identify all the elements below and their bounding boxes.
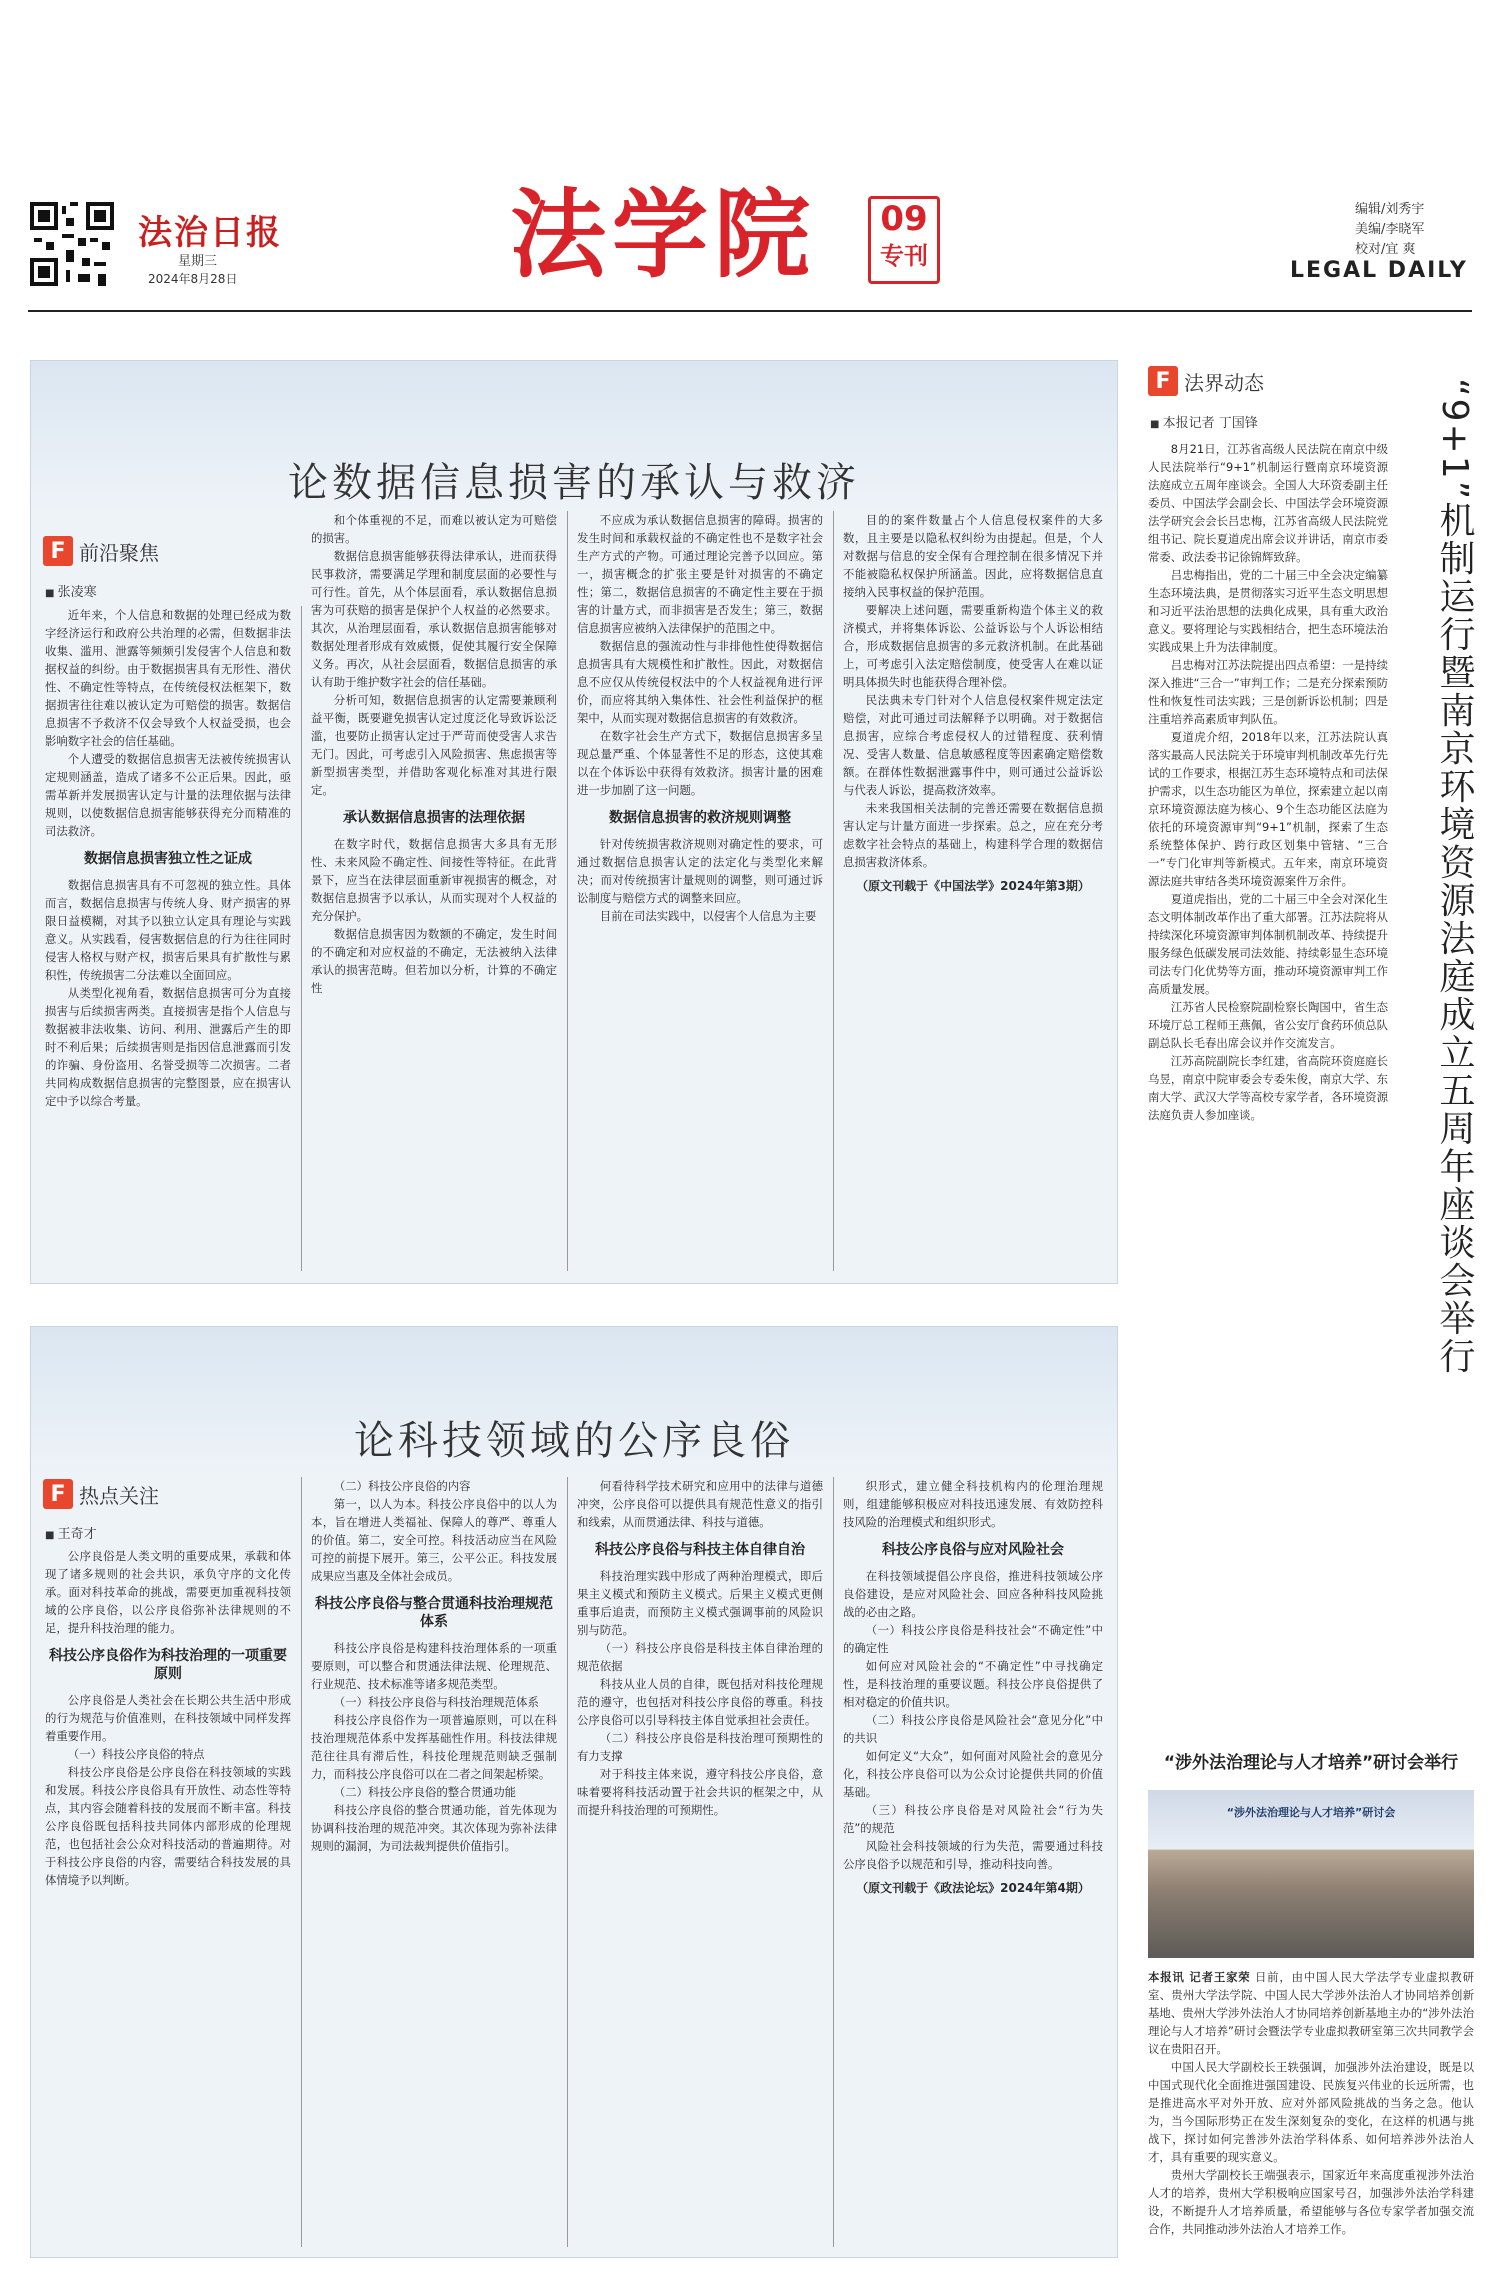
paragraph: 何看待科学技术研究和应用中的法律与道德冲突，公序良俗可以提供具有规范性意义的指引和线索，从而贯通法律、科技与道德。	[577, 1479, 823, 1529]
paragraph: （三）科技公序良俗是对风险社会“行为失范”的规范	[843, 1803, 1103, 1835]
issue-number: 09	[880, 199, 928, 239]
paragraph: 个人遭受的数据信息损害无法被传统损害认定规则涵盖，造成了诸多不公正后果。因此，亟需革新并发展损害认定与计量的法理依据与法律规则，以使数据信息损害能够获得充分而精准的司法救济。	[45, 752, 291, 838]
paragraph: 科技从业人员的自律，既包括对科技伦理规范的遵守，也包括对科技公序良俗的尊重。科技公序良俗可以引导科技主体自觉承担社会责任。	[577, 1677, 823, 1727]
article1-column-3	[577, 511, 823, 1276]
article1-byline: ■ 张凌寒	[45, 581, 97, 600]
paragraph: （二）科技公序良俗的整合贯通功能	[333, 1785, 517, 1799]
paragraph: 江苏高院副院长李红建，省高院环资庭庭长乌昱，南京中院审委会专委朱俊，南京大学、东南大学、武汉大学等高校专家学者，各环境资源法庭负责人参加座谈。	[1148, 1054, 1388, 1122]
paragraph: （二）科技公序良俗是风险社会“意见分化”中的共识	[843, 1713, 1103, 1745]
paragraph: 不应成为承认数据信息损害的障碍。损害的发生时间和承载权益的不确定性也不是数字社会生产方式的产物。可通过理论完善予以回应。第一，损害概念的扩张主要是针对损害的不确定性；第二，数据信息损害的不确定性主要在于损害的计量方式，而非损害是否发生；第三，数据信息损害应被纳入法律保护的范围之中。	[577, 513, 823, 635]
paragraph: 数据信息的强流动性与非排他性使得数据信息损害具有大规模性和扩散性。因此，对数据信息不应仅从传统侵权法中的个人权益视角进行评价，而应将其纳入集体性、社会性利益保护的框架中，从而实现对数据信息损害的有效救济。	[577, 639, 823, 725]
section-logo-icon: F	[43, 536, 73, 566]
paragraph: （一）科技公序良俗是科技主体自律治理的规范依据	[577, 1641, 823, 1673]
editor-credits	[1355, 200, 1424, 260]
article2-panel	[30, 1326, 1118, 2258]
column-divider	[833, 1477, 834, 2247]
paragraph: 数据信息损害因为数额的不确定，发生时间的不确定和对应权益的不确定，无法被纳入法律承认的损害范畴。但若加以分析，计算的不确定性	[311, 927, 557, 995]
paragraph: 未来我国相关法制的完善还需要在数据信息损害认定与计量方面进一步探索。总之，应在充分考虑数字社会特点的基础上，构建科学合理的数据信息损害救济体系。	[843, 801, 1103, 869]
paragraph: 科技治理实践中形成了两种治理模式，即后果主义模式和预防主义模式。后果主义模式更侧重事后追责，而预防主义模式强调事前的风险识别与防范。	[577, 1569, 823, 1637]
paragraph: 8月21日，江苏省高级人民法院在南京中级人民法院举行“9+1”机制运行暨南京环境资源法庭成立五周年座谈会。全国人大环资委副主任委员、中国法学会副会长、中国法学会环境资源法学研究会会长吕忠梅，江苏省高级人民法院党组书记、院长夏道虎出席会议并讲话，南京市委常委、政法委书记徐锦辉致辞。	[1148, 442, 1388, 564]
column-divider	[301, 1477, 302, 2247]
proofreader: 校对/宜 爽	[1355, 242, 1416, 257]
paragraph: 贵州大学副校长王端强表示，国家近年来高度重视涉外法治人才的培养，贵州大学积极响应国家号召，加强涉外法治学科建设，不断提升人才培养质量，希望能够与各位专家学者加强交流合作，共同推动涉外法治人才培养工作。	[1148, 2168, 1474, 2236]
paragraph: 如何应对风险社会的“不确定性”中寻找确定性，是科技治理的重要议题。科技公序良俗提供了相对稳定的价值共识。	[843, 1659, 1103, 1709]
right-byline: ■ 本报记者 丁国锋	[1150, 412, 1258, 431]
paragraph: 要解决上述问题，需要重新构造个体主义的救济模式，并将集体诉讼、公益诉讼与个人诉讼相结合，形成数据信息损害的多元救济机制。在此基础上，可考虑引入法定赔偿制度，使受害人在难以证明具体损失时也能获得合理补偿。	[843, 603, 1103, 689]
paragraph: 如何定义“大众”，如何面对风险社会的意见分化，科技公序良俗可以为公众讨论提供共同的价值基础。	[843, 1749, 1103, 1799]
paragraph: 科技公序良俗是构建科技治理体系的一项重要原则，可以整合和贯通法律法规、伦理规范、行业规范、技术标准等诸多规范类型。	[311, 1641, 557, 1691]
article2-column-4	[843, 1477, 1103, 2247]
article2-section-label: 热点关注	[79, 1483, 159, 1508]
paragraph: （二）科技公序良俗的内容	[333, 1479, 471, 1493]
english-name: LEGAL DAILY	[1290, 258, 1468, 283]
paragraph: （一）科技公序良俗与科技治理规范体系	[333, 1695, 539, 1709]
paper-weekday: 星期三	[178, 254, 218, 269]
paragraph: 在数字时代，数据信息损害大多具有无形性、未来风险不确定性、间接性等特征。在此背景下，应当在法律层面重新审视损害的概念，对数据信息损害予以承认，从而实现对个人权益的充分保护。	[311, 837, 557, 923]
paper-date: 2024年8月28日	[148, 272, 238, 286]
paragraph: 目的的案件数量占个人信息侵权案件的大多数，且主要是以隐私权纠纷为由提起。但是，个人对数据与信息的安全保有合理控制在很多情况下并不能被隐私权保护所涵盖。因此，应将数据信息直接纳入民事权益的保护范围。	[843, 513, 1103, 599]
article2-subheading-3: 科技公序良俗与科技主体自律自治	[595, 1542, 805, 1558]
article2-subheading-4: 科技公序良俗与应对风险社会	[882, 1542, 1064, 1558]
article2-title: 论科技领域的公序良俗	[354, 1418, 794, 1464]
issue-label: 专刊	[880, 242, 928, 270]
article2-column-2	[311, 1477, 557, 2247]
paragraph: 民法典未专门针对个人信息侵权案件规定法定赔偿，对此可通过司法解释予以明确。对于数据信息损害，应综合考虑侵权人的过错程度、获利情况、受害人数量、信息敏感程度等因素确定赔偿数额。在群体性数据泄露事件中，则可通过公益诉讼与代表人诉讼，提高救济效率。	[843, 693, 1103, 797]
column-divider	[301, 606, 302, 1271]
paragraph: 风险社会科技领域的行为失范，需要通过科技公序良俗予以规范和引导，推动科技向善。	[843, 1839, 1103, 1871]
article1-subheading-2: 承认数据信息损害的法理依据	[343, 810, 525, 826]
article1-column-4	[843, 511, 1103, 1276]
right-body	[1148, 440, 1388, 1720]
article1-title: 论数据信息损害的承认与救济	[288, 460, 860, 506]
art-editor: 美编/李晓军	[1355, 222, 1425, 237]
article2-subheading-1: 科技公序良俗作为科技治理的一项重要原则	[49, 1648, 287, 1682]
section-logo-icon: F	[43, 1479, 73, 1509]
paragraph: 本报讯 记者王家荣 日前，由中国人民大学法学专业虚拟教研室、贵州大学法学院、中国人民大学涉外法治人才协同培养创新基地、贵州大学涉外法治人才协同培养创新基地主办的“涉外法治理论与人才培养”研讨会暨法学专业虚拟教研室第三次共同教学会议在贵阳召开。	[1148, 1970, 1474, 2056]
paragraph: 和个体重视的不足，而难以被认定为可赔偿的损害。	[311, 513, 557, 545]
paragraph: 公序良俗是人类文明的重要成果，承载和体现了诸多规则的社会共识，承负守序的文化传承。面对科技革命的挑战，需要更加重视科技领域的公序良俗，以公序良俗弥补法律规则的不足，提升科技治理的能力。	[45, 1549, 291, 1635]
paragraph: 夏道虎介绍，2018年以来，江苏法院认真落实最高人民法院关于环境审判机制改革先行先试的工作要求，根据江苏生态环境特点和司法保护需求，以生态功能区为单位，探索建立起以南京环境资源法庭为核心、9个生态功能区法庭为依托的环境资源审判“9+1”机制，探索了生态系统整体保护、跨行政区划集中管辖、“三合一”专门化审判等新模式。五年来，南京环境资源法庭共审结各类环境资源案件万余件。	[1148, 730, 1388, 888]
section-logo-icon: F	[1148, 366, 1178, 396]
column-divider	[833, 511, 834, 1271]
paragraph: 织形式，建立健全科技机构内的伦理治理规则，组建能够积极应对科技迅速发展、有效防控科技风险的治理模式和组织形式。	[843, 1479, 1103, 1529]
masthead-rule	[28, 310, 1472, 312]
paragraph: 数据信息损害能够获得法律承认，进而获得民事救济，需要满足学理和制度层面的必要性与可行性。首先，从个体层面看，承认数据信息损害为可获赔的损害是保护个人权益的必然要求。其次，从治理层面看，承认数据信息损害能够对数据处理者形成有效威慑，促使其履行安全保障义务。再次，从社会层面看，数据信息损害的承认有助于维护数字社会的信任基础。	[311, 549, 557, 689]
paragraph: （一）科技公序良俗是科技社会“不确定性”中的确定性	[843, 1623, 1103, 1655]
article2-source: （原文刊载于《政法论坛》2024年第4期）	[856, 1881, 1090, 1895]
paragraph: 夏道虎指出，党的二十届三中全会对深化生态文明体制改革作出了重大部署。江苏法院将从持续深化环境资源审判体制机制改革、持续提升服务绿色低碳发展司法效能、持续彰显生态环境司法专门化优势等方面，推动环境资源审判工作高质量发展。	[1148, 892, 1388, 996]
paragraph: 在数字社会生产方式下，数据信息损害多呈现总量严重、个体显著性不足的形态，这使其难以在个体诉讼中获得有效救济。损害计量的困难进一步加剧了这一问题。	[577, 729, 823, 797]
editor: 编辑/刘秀宇	[1355, 202, 1425, 217]
article1-section	[43, 536, 159, 566]
article2-column-1	[45, 1547, 291, 2247]
paragraph: 江苏省人民检察院副检察长陶国中，省生态环境厅总工程师王燕佩，省公安厅食药环侦总队副总队长毛春出席会议并作交流发言。	[1148, 1000, 1388, 1050]
paper-name: 法治日报	[138, 213, 282, 253]
issue-badge	[868, 196, 940, 284]
section-title: 法学院	[510, 178, 816, 291]
article1-column-2	[311, 511, 557, 1276]
paragraph: 科技公序良俗作为一项普遍原则，可以在科技治理规范体系中发挥基础性作用。科技法律规范往往具有滞后性，科技伦理规范则缺乏强制力，而科技公序良俗可以在二者之间架起桥梁。	[311, 1713, 557, 1781]
paragraph: 对于科技主体来说，遵守科技公序良俗，意味着要将科技活动置于社会共识的框架之中，从而提升科技治理的可预期性。	[577, 1767, 823, 1817]
column-divider	[567, 511, 568, 1271]
right-section-label: 法界动态	[1184, 370, 1264, 395]
paragraph: 中国人民大学副校长王轶强调，加强涉外法治建设，既是以中国式现代化全面推进强国建设、民族复兴伟业的长远所需，也是推进高水平对外开放、应对外部风险挑战的当务之急。他认为，当今国际形势正在发生深刻复杂的变化，在这样的机遇与挑战下，探讨如何完善涉外法治学科体系、如何培养涉外法治人才，具有重要的现实意义。	[1148, 2060, 1474, 2164]
article1-source: （原文刊载于《中国法学》2024年第3期）	[856, 879, 1090, 893]
paragraph: 吕忠梅指出，党的二十届三中全会决定编纂生态环境法典，是贯彻落实习近平生态文明思想和习近平法治思想的法典化成果，具有重大政治意义。要将理论与实践相结合，把生态环境法治实践成果上升为法律制度。	[1148, 568, 1388, 654]
right-byline-2: 本报讯 记者王家荣	[1148, 1970, 1251, 1984]
right-headline-2: “涉外法治理论与人才培养”研讨会举行	[1163, 1753, 1459, 1773]
paragraph: 分析可知，数据信息损害的认定需要兼顾利益平衡，既要避免损害认定过度泛化导致诉讼泛滥，也要防止损害认定过于严苛而使受害人求告无门。因此，可考虑引入风险损害、焦虑损害等新型损害类型，并借助客观化标准对其进行限定。	[311, 693, 557, 797]
paragraph: 第一，以人为本。科技公序良俗中的以人为本，旨在增进人类福祉、保障人的尊严、尊重人的价值。第二，安全可控。科技活动应当在风险可控的前提下展开。第三，公平公正。科技发展成果应当惠及全体社会成员。	[311, 1497, 557, 1583]
article1-section-label: 前沿聚焦	[79, 540, 159, 565]
article1-subheading-1: 数据信息损害独立性之证成	[84, 851, 252, 867]
paragraph: 吕忠梅对江苏法院提出四点希望：一是持续深入推进“三合一”审判工作；二是充分探索预防性和恢复性司法实践；三是创新诉讼机制；四是注重培养高素质审判队伍。	[1148, 658, 1388, 726]
article1-column-1	[45, 606, 291, 1276]
article1-subheading-3: 数据信息损害的救济规则调整	[609, 810, 791, 826]
column-divider	[567, 1477, 568, 2247]
paragraph: 数据信息损害具有不可忽视的独立性。具体而言，数据信息损害与传统人身、财产损害的界限日益模糊，对其予以独立认定具有理论与实践意义。从实践看，侵害数据信息的行为往往同时侵害人格权与财产权，损害后果具有扩散性与累积性，传统损害二分法难以全面回应。	[45, 878, 291, 982]
paragraph: 近年来，个人信息和数据的处理已经成为数字经济运行和政府公共治理的必需，但数据非法收集、滥用、泄露等频频引发侵害个人信息和数据权益的纠纷。由于数据损害具有无形性、潜伏性、不确定性等特点，在传统侵权法框架下，数据损害往往难以被认定为可赔偿的损害。数据信息损害不予救济不仅会导致个人权益受损，也会影响数字社会的信任基础。	[45, 608, 291, 748]
article2-section	[43, 1479, 159, 1509]
article1-panel	[30, 360, 1118, 1284]
right-body-2	[1148, 1968, 1474, 2256]
article2-byline: ■ 王奇才	[45, 1523, 97, 1542]
paragraph: （一）科技公序良俗的特点	[67, 1747, 205, 1761]
event-photo	[1148, 1790, 1474, 1958]
paragraph: 针对传统损害救济规则对确定性的要求，可通过数据信息损害认定的法定化与类型化来解决；而对传统损害计量规则的调整，则可通过诉讼制度与赔偿方式的调整来回应。	[577, 837, 823, 905]
right-section	[1148, 366, 1264, 396]
paragraph: 科技公序良俗是公序良俗在科技领域的实践和发展。科技公序良俗具有开放性、动态性等特点，其内容会随着科技的发展而不断丰富。科技公序良俗既包括科技共同体内部形成的伦理规范，也包括社会公众对科技活动的普遍期待。对于科技公序良俗的内容，需要结合科技发展的具体情境予以判断。	[45, 1765, 291, 1887]
article2-column-3	[577, 1477, 823, 2247]
article2-subheading-2: 科技公序良俗与整合贯通科技治理规范体系	[315, 1596, 553, 1630]
paragraph: 在科技领域提倡公序良俗，推进科技领域公序良俗建设，是应对风险社会、回应各种科技风险挑战的必由之路。	[843, 1569, 1103, 1619]
paragraph: （二）科技公序良俗是科技治理可预期性的有力支撑	[577, 1731, 823, 1763]
paragraph: 从类型化视角看，数据信息损害可分为直接损害与后续损害两类。直接损害是指个人信息与数据被非法收集、访问、利用、泄露后产生的即时不利后果；后续损害则是指因信息泄露而引发的诈骗、身份盗用、名誉受损等二次损害。二者共同构成数据信息损害的完整图景，应在损害认定中予以综合考量。	[45, 986, 291, 1108]
paragraph: 目前在司法实践中，以侵害个人信息为主要	[599, 909, 817, 923]
qr-code-icon	[30, 202, 114, 286]
paragraph: 公序良俗是人类社会在长期公共生活中形成的行为规范与价值准则，在科技领域中同样发挥着重要作用。	[45, 1693, 291, 1743]
photo-banner-text: “涉外法治理论与人才培养”研讨会	[1226, 1806, 1396, 1819]
right-headline: “9+1”机制运行暨南京环境资源法庭成立五周年座谈会举行	[1434, 378, 1475, 1376]
paragraph: 科技公序良俗的整合贯通功能，首先体现为协调科技治理的规范冲突。其次体现为弥补法律规则的漏洞，为司法裁判提供价值指引。	[311, 1803, 557, 1853]
